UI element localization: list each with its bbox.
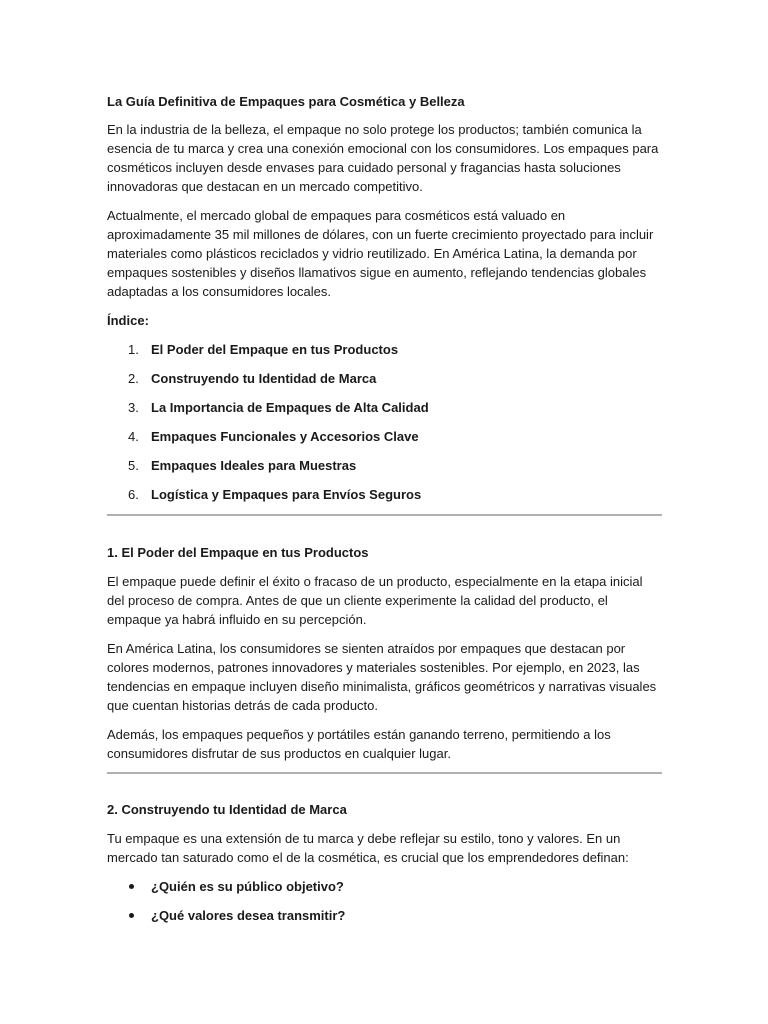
document-title: La Guía Definitiva de Empaques para Cosmética y Belleza: [107, 94, 465, 109]
intro-paragraph: Actualmente, el mercado global de empaques para cosméticos está valuado en aproximadamente 35 mil millones de dólares, con un fuerte crecimiento proyectado para incluir materiales como plásticos reciclados y vidrio reutilizado. En América Latina, la demanda por empaques sostenibles y diseños llamativos sigue en aumento, reflejando tendencias globales adaptadas a los consumidores locales.: [107, 208, 654, 299]
toc-item-label: Construyendo tu Identidad de Marca: [151, 371, 377, 386]
toc-item-label: El Poder del Empaque en tus Productos: [151, 342, 399, 357]
bullet-list: [107, 877, 662, 925]
section-heading: 2. Construyendo tu Identidad de Marca: [107, 802, 347, 817]
bullet-item-label: ¿Qué valores desea transmitir?: [151, 908, 346, 923]
document-page: [107, 92, 662, 935]
toc-item: [107, 340, 662, 359]
bullet-item: [107, 906, 662, 925]
bullet-icon: [129, 913, 134, 918]
toc-item: [107, 398, 662, 417]
section-divider: [107, 514, 662, 516]
section-paragraph: Tu empaque es una extensión de tu marca y debe reflejar su estilo, tono y valores. En un mercado tan saturado como el de la cosmética, es crucial que los emprendedores definan:: [107, 831, 629, 865]
toc-item: [107, 456, 662, 475]
table-of-contents: [107, 340, 662, 504]
section-paragraph: Además, los empaques pequeños y portátiles están ganando terreno, permitiendo a los consumidores disfrutar de sus productos en cualquier lugar.: [107, 727, 611, 761]
toc-item-label: Empaques Ideales para Muestras: [151, 458, 357, 473]
section-paragraph: En América Latina, los consumidores se sienten atraídos por empaques que destacan por colores modernos, patrones innovadores y materiales sostenibles. Por ejemplo, en 2023, las tendencias en empaque incluyen diseño minimalista, gráficos geométricos y narrativas visuales que cuentan historias detrás de cada producto.: [107, 641, 657, 713]
toc-item-label: Logística y Empaques para Envíos Seguros: [151, 487, 422, 502]
bullet-item-label: ¿Quién es su público objetivo?: [151, 879, 344, 894]
toc-item: [107, 427, 662, 446]
toc-item-number: 6.: [128, 487, 139, 502]
toc-item-number: 5.: [128, 458, 139, 473]
section-paragraph: El empaque puede definir el éxito o fracaso de un producto, especialmente en la etapa inicial del proceso de compra. Antes de que un cliente experimente la calidad del producto, el empaque ya habrá influido en su percepción.: [107, 574, 643, 627]
toc-item-label: Empaques Funcionales y Accesorios Clave: [151, 429, 419, 444]
index-heading: Índice:: [107, 313, 149, 328]
intro-paragraph: En la industria de la belleza, el empaque no solo protege los productos; también comunica la esencia de tu marca y crea una conexión emocional con los consumidores. Los empaques para cosméticos incluyen desde envases para cuidado personal y fragancias hasta soluciones innovadoras que destacan en un mercado competitivo.: [107, 122, 659, 194]
toc-item-label: La Importancia de Empaques de Alta Calidad: [151, 400, 429, 415]
section-divider: [107, 772, 662, 774]
bullet-icon: [129, 884, 134, 889]
toc-item-number: 4.: [128, 429, 139, 444]
bullet-item: [107, 877, 662, 896]
toc-item-number: 2.: [128, 371, 139, 386]
toc-item: [107, 369, 662, 388]
toc-item: [107, 485, 662, 504]
toc-item-number: 3.: [128, 400, 139, 415]
section-heading: 1. El Poder del Empaque en tus Productos: [107, 545, 369, 560]
toc-item-number: 1.: [128, 342, 139, 357]
